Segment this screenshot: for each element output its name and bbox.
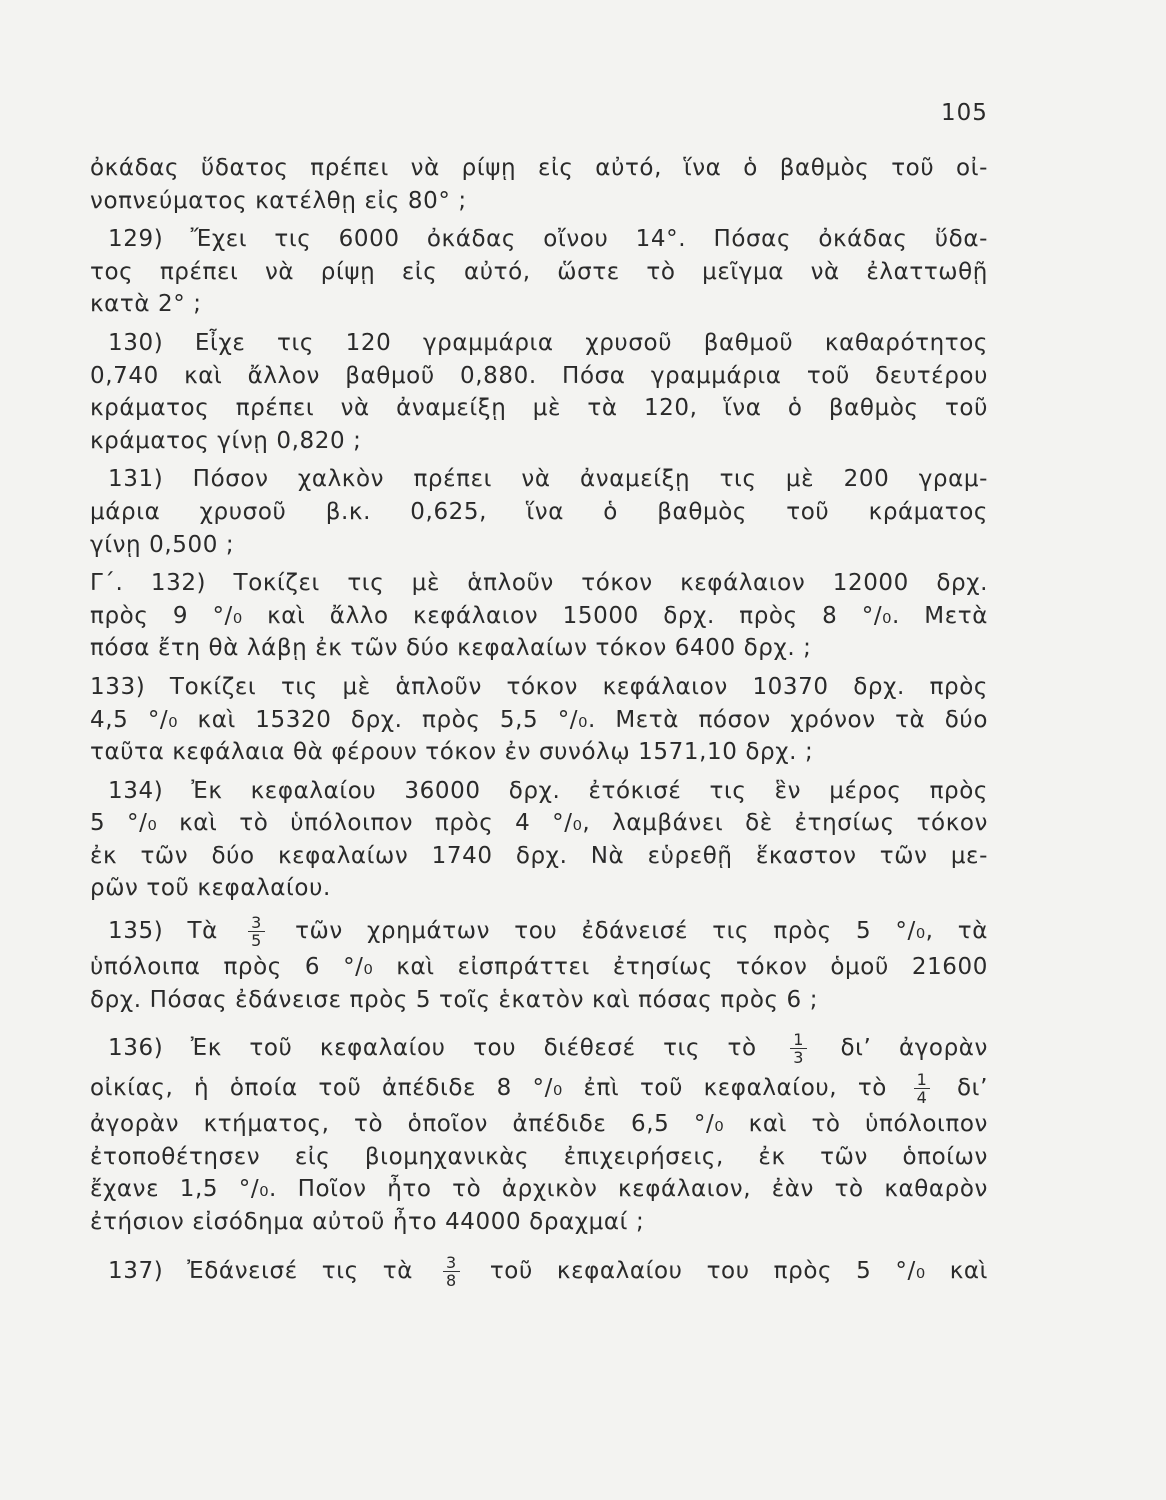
text-fragment: τοῦ κεφαλαίου του πρὸς 5 °/₀ καὶ <box>489 1257 988 1284</box>
text-fragment: 137) Ἐδάνεισέ τις τὰ <box>108 1257 413 1284</box>
problem-135-line: δρχ. Πόσας ἐδάνεισε πρὸς 5 τοῖς ἑκατὸν καὶ πόσας πρὸς 6 ; <box>90 986 819 1013</box>
fraction <box>248 914 265 949</box>
problem-130-line: κράματος πρέπει νὰ ἀναμείξῃ μὲ τὰ 120, ἵνα ὁ βαθμὸς τοῦ <box>90 395 988 422</box>
text-fragment: δι’ <box>957 1075 988 1102</box>
problem-132-line: Γ΄. 132) Τοκίζει τις μὲ ἁπλοῦν τόκον κεφάλαιον 12000 δρχ. <box>90 570 988 597</box>
problem-136-line: ἔχανε 1,5 °/₀. Ποῖον ἦτο τὸ ἀρχικὸν κεφάλαιον, ἐὰν τὸ καθαρὸν <box>90 1176 988 1203</box>
problem-131-line: 131) Πόσον χαλκὸν πρέπει νὰ ἀναμείξῃ τις μὲ 200 γραμ- <box>108 466 988 493</box>
problem-136-line <box>90 1068 988 1108</box>
text-line: νοπνεύματος κατέλθῃ εἰς 80° ; <box>90 187 467 214</box>
problem-133-line: 4,5 °/₀ καὶ 15320 δρχ. πρὸς 5,5 °/₀. Μετὰ πόσον χρόνον τὰ δύο <box>90 706 988 733</box>
text-fragment: 136) Ἐκ τοῦ κεφαλαίου του διέθεσέ τις τὸ <box>108 1035 757 1062</box>
fraction <box>790 1031 807 1066</box>
fraction-denominator: 3 <box>793 1048 804 1068</box>
page-text <box>90 152 988 1291</box>
problem-130-line: 0,740 καὶ ἄλλον βαθμοῦ 0,880. Πόσα γραμμάρια τοῦ δευτέρου <box>90 362 988 389</box>
fraction <box>914 1071 931 1106</box>
problem-129-line: κατὰ 2° ; <box>90 291 202 318</box>
problem-129-line: τος πρέπει νὰ ρίψῃ εἰς αὐτό, ὥστε τὸ μεῖγμα νὰ ἐλαττωθῇ <box>90 258 988 285</box>
problem-131-line: γίνῃ 0,500 ; <box>90 531 235 558</box>
problem-133-line: ταῦτα κεφάλαια θὰ φέρουν τόκον ἐν συνόλῳ 1571,10 δρχ. ; <box>90 739 814 766</box>
problem-132-line: πρὸς 9 °/₀ καὶ ἄλλο κεφάλαιον 15000 δρχ. πρὸς 8 °/₀. Μετὰ <box>90 602 988 629</box>
fraction-denominator: 5 <box>251 931 262 951</box>
problem-134-line: ἐκ τῶν δύο κεφαλαίων 1740 δρχ. Νὰ εὑρεθῇ ἕκαστον τῶν με- <box>90 842 988 869</box>
problem-130-line: κράματος γίνῃ 0,820 ; <box>90 427 362 454</box>
problem-130-line: 130) Εἶχε τις 120 γραμμάρια χρυσοῦ βαθμοῦ καθαρότητος <box>108 329 988 356</box>
text-fragment: τῶν χρημάτων του ἐδάνεισέ τις πρὸς 5 °/₀, τὰ <box>295 918 988 945</box>
text-line: ὀκάδας ὕδατος πρέπει νὰ ρίψῃ εἰς αὐτό, ἵνα ὁ βαθμὸς τοῦ οἰ- <box>90 155 988 181</box>
text-fragment: 135) Τὰ <box>108 918 218 945</box>
problem-137-line <box>90 1251 988 1291</box>
problem-136-line <box>90 1028 988 1068</box>
problem-132-line: πόσα ἔτη θὰ λάβῃ ἐκ τῶν δύο κεφαλαίων τόκον 6400 δρχ. ; <box>90 635 812 662</box>
text-fragment: δι’ ἀγορὰν <box>840 1035 989 1062</box>
problem-134-line: 5 °/₀ καὶ τὸ ὑπόλοιπον πρὸς 4 °/₀, λαμβάνει δὲ ἐτησίως τόκον <box>90 810 988 837</box>
problem-135-line <box>90 911 988 951</box>
text-fragment: οἰκίας, ἡ ὁποία τοῦ ἀπέδιδε 8 °/₀ ἐπὶ τοῦ κεφαλαίου, τὸ <box>90 1075 887 1102</box>
problem-133-line: 133) Τοκίζει τις μὲ ἁπλοῦν τόκον κεφάλαιον 10370 δρχ. πρὸς <box>90 673 988 700</box>
problem-131-line: μάρια χρυσοῦ β.κ. 0,625, ἵνα ὁ βαθμὸς τοῦ κράματος <box>90 498 988 525</box>
problem-136-line: ἀγορὰν κτήματος, τὸ ὁποῖον ἀπέδιδε 6,5 °/₀ καὶ τὸ ὑπόλοιπον <box>90 1111 988 1138</box>
fraction-numerator: 1 <box>914 1071 931 1089</box>
problem-135-line: ὑπόλοιπα πρὸς 6 °/₀ καὶ εἰσπράττει ἐτησίως τόκον ὁμοῦ 21600 <box>90 954 988 981</box>
fraction-denominator: 4 <box>916 1088 928 1108</box>
problem-136-line: ἐτήσιον εἰσόδημα αὐτοῦ ἦτο 44000 δραχμαί ; <box>90 1209 645 1236</box>
problem-129-line: 129) Ἔχει τις 6000 ὀκάδας οἴνου 14°. Πόσας ὀκάδας ὕδα- <box>108 226 988 253</box>
problem-134-line: 134) Ἐκ κεφαλαίου 36000 δρχ. ἐτόκισέ τις ἓν μέρος πρὸς <box>108 777 988 804</box>
fraction-numerator: 3 <box>248 914 265 932</box>
fraction <box>443 1254 460 1289</box>
fraction-numerator: 1 <box>790 1031 807 1049</box>
fraction-numerator: 3 <box>443 1254 460 1272</box>
fraction-denominator: 8 <box>446 1270 457 1290</box>
problem-136-line: ἐτοποθέτησεν εἰς βιομηχανικὰς ἐπιχειρήσεις, ἐκ τῶν ὁποίων <box>90 1143 988 1170</box>
problem-134-line: ρῶν τοῦ κεφαλαίου. <box>90 875 331 902</box>
page-number: 105 <box>941 100 988 126</box>
